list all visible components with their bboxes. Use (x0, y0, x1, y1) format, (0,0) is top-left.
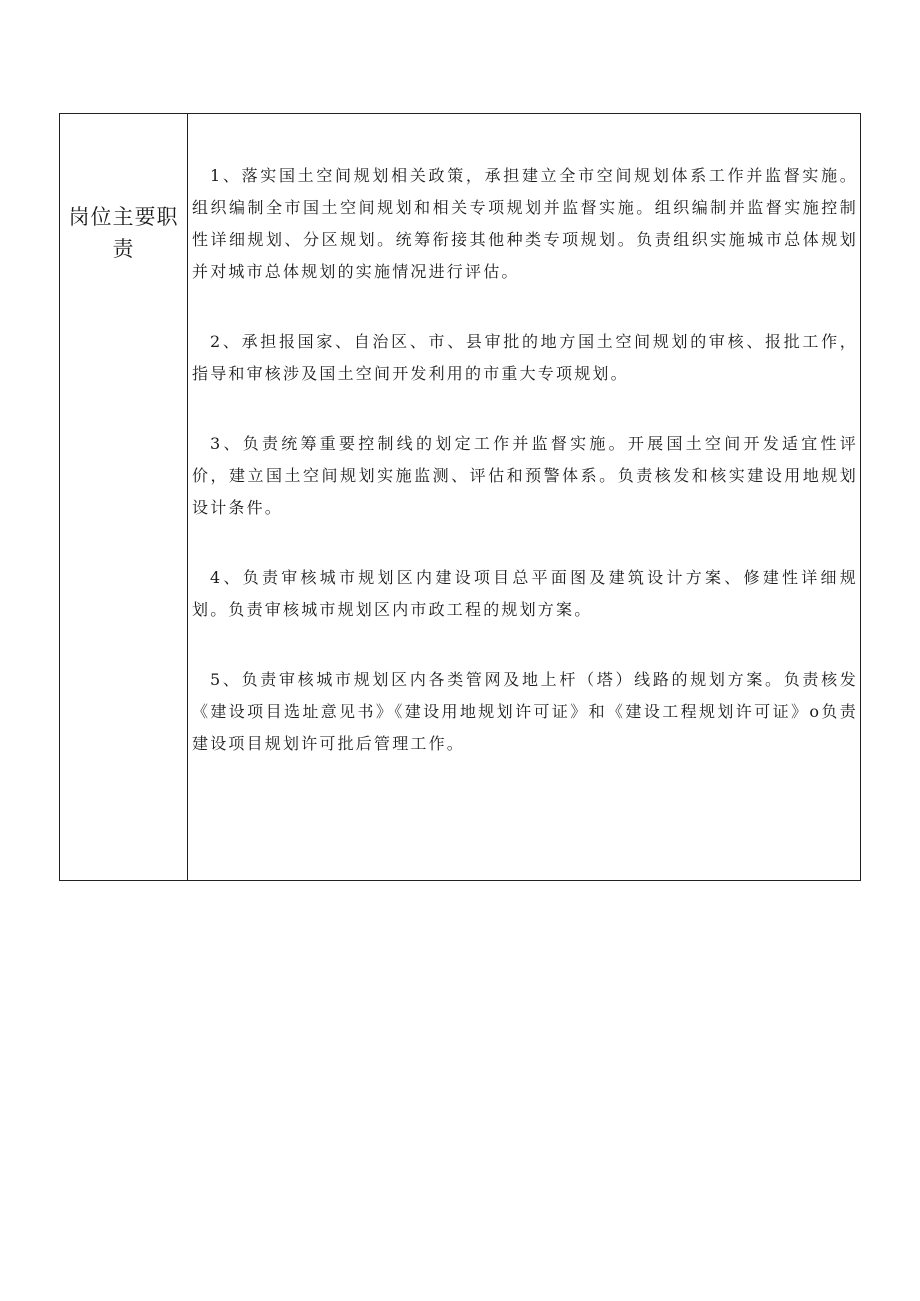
duty-table (59, 113, 861, 881)
duty-paragraph-3: 3、负责统筹重要控制线的划定工作并监督实施。开展国土空间开发适宜性评价，建立国土空间规划实施监测、评估和预警体系。负责核发和核实建设用地规划设计条件。 (192, 434, 858, 517)
duty-paragraph-5: 5、负责审核城市规划区内各类管网及地上杆（塔）线路的规划方案。负责核发《建设项目选址意见书》《建设用地规划许可证》和《建设工程规划许可证》o负责建设项目规划许可批后管理工作。 (192, 670, 858, 753)
duty-paragraph-1: 1、落实国土空间规划相关政策，承担建立全市空间规划体系工作并监督实施。组织编制全市国土空间规划和相关专项规划并监督实施。组织编制并监督实施控制性详细规划、分区规划。统筹衔接其他种类专项规划。负责组织实施城市总体规划并对城市总体规划的实施情况进行评估。 (192, 166, 858, 281)
row-label: 岗位主要职责 (68, 205, 179, 261)
duty-paragraph-2: 2、承担报国家、自治区、市、县审批的地方国土空间规划的审核、报批工作，指导和审核涉及国土空间开发利用的市重大专项规划。 (192, 332, 858, 383)
table-label-cell (60, 114, 188, 880)
duty-paragraph-4: 4、负责审核城市规划区内建设项目总平面图及建筑设计方案、修建性详细规划。负责审核城市规划区内市政工程的规划方案。 (192, 568, 858, 619)
duties-content-cell (188, 114, 860, 880)
